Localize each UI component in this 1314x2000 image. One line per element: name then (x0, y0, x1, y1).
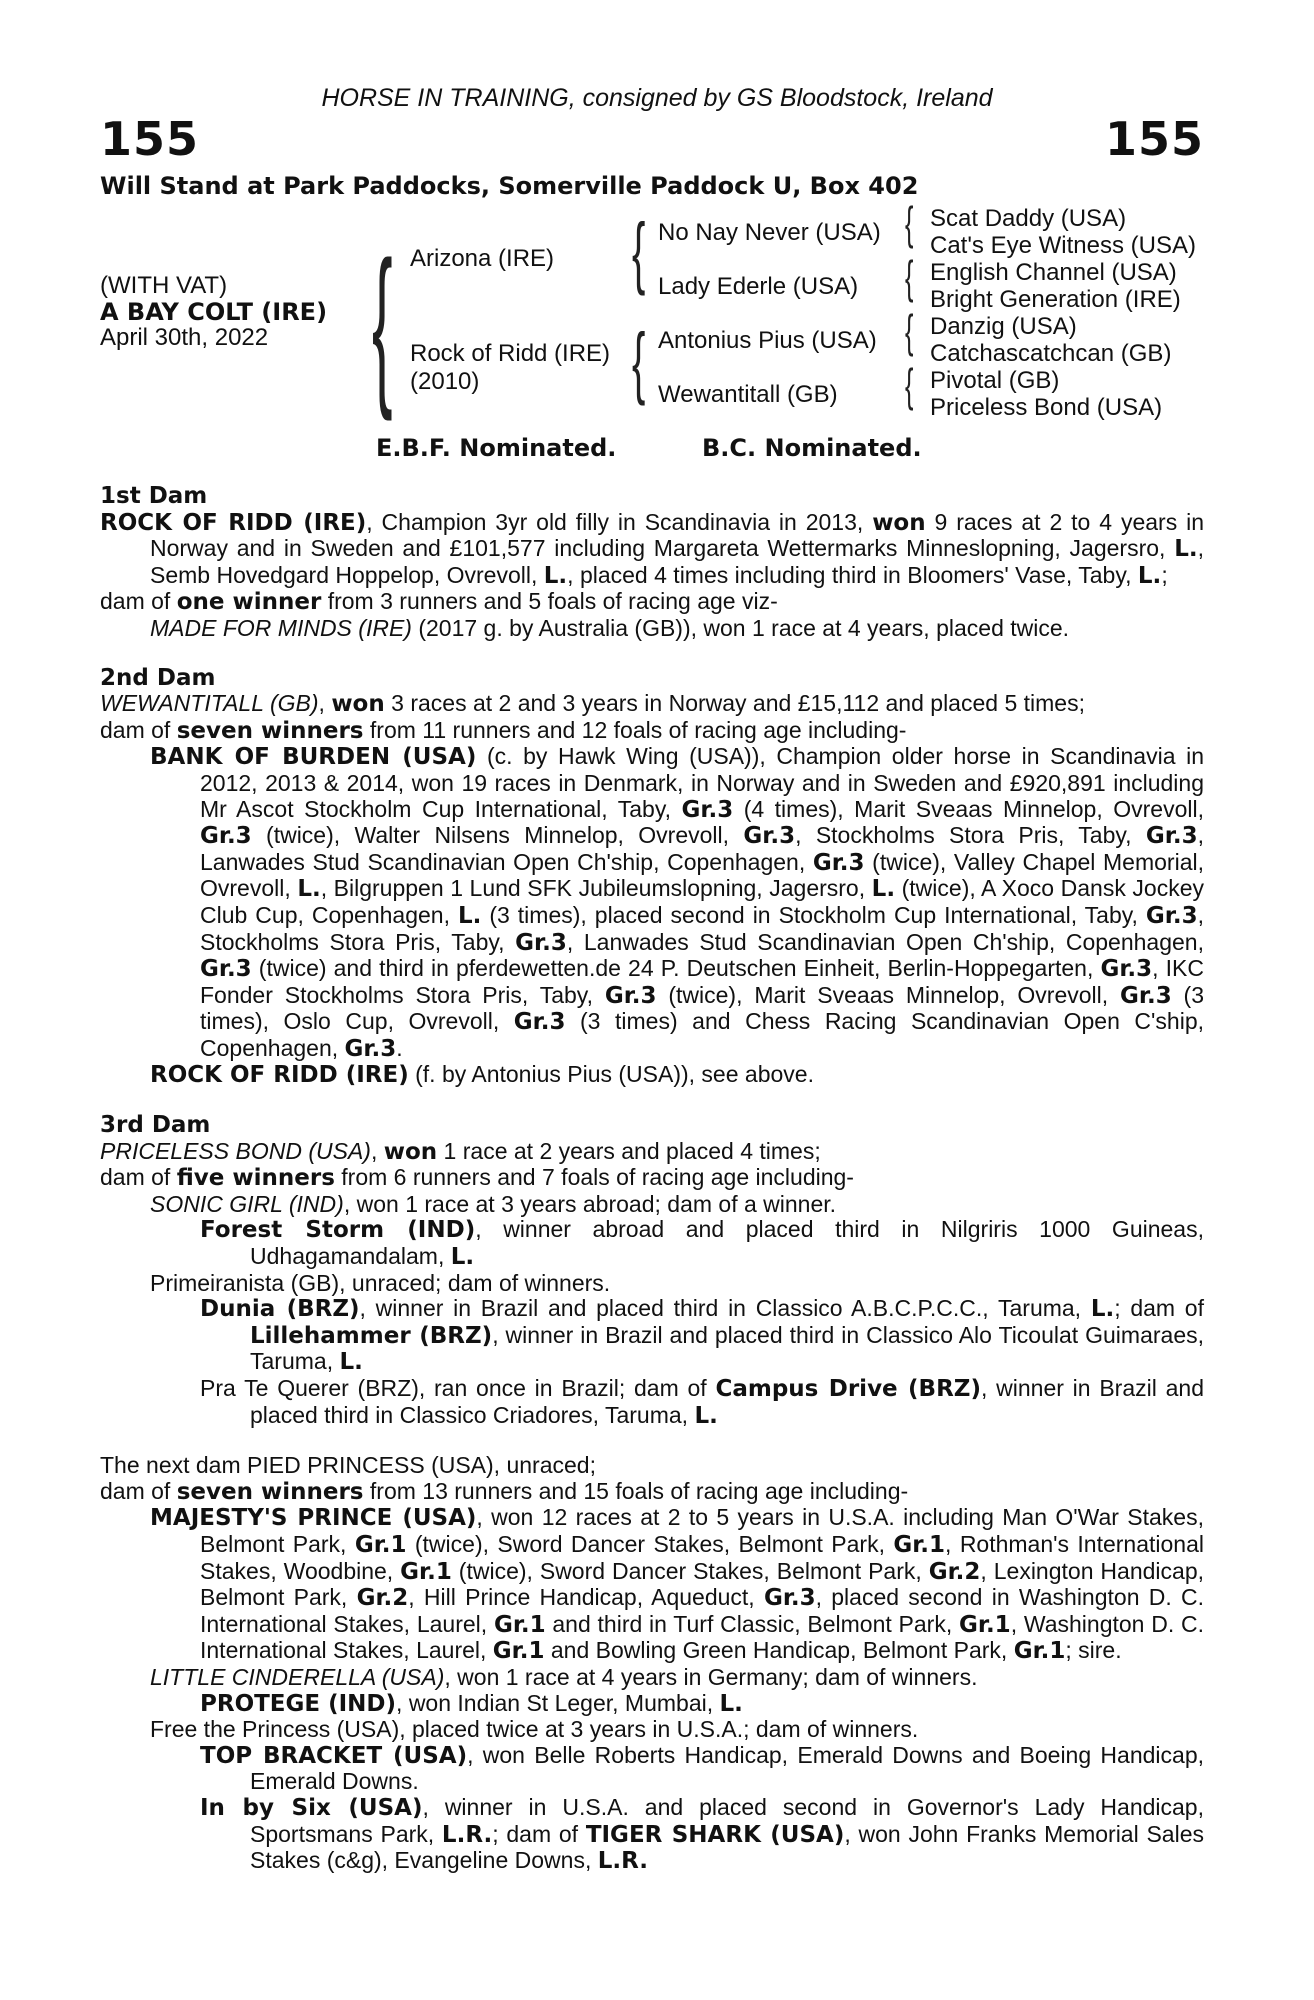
pedigree-ggp-2: Cat's Eye Witness (USA) (930, 232, 1196, 259)
first-dam-produce: dam of one winner from 3 runners and 5 foals of racing age viz- (100, 588, 778, 616)
bc-nomination: B.C. Nominated. (702, 434, 922, 462)
first-dam-heading: 1st Dam (100, 483, 208, 509)
next-dam-foal-3: Free the Princess (USA), placed twice at 3 years in U.S.A.; dam of winners. (150, 1716, 919, 1743)
pedigree-dam-sire: Antonius Pius (USA) (658, 327, 877, 354)
first-dam-entry: ROCK OF RIDD (IRE), Champion 3yr old filly in Scandinavia in 2013, won 9 races at 2 to 4 years in Norway and in Sweden and £101,577 including Margareta Wettermarks Minneslopning, Jagersro, L., Semb Hovedgard Hoppelop, Ovrevoll, L., placed 4 times including third in Bloomers' Vase, Taby, L.; (100, 508, 1204, 589)
first-dam-foal: MADE FOR MINDS (IRE) (2017 g. by Australia (GB)), won 1 race at 4 years, placed twice. (150, 614, 1070, 641)
pedigree-dam-year: (2010) (410, 368, 480, 395)
pedigree-sire-sire: No Nay Never (USA) (658, 219, 881, 246)
pedigree-ggp-7: Pivotal (GB) (930, 367, 1060, 394)
pedigree-dam-dam: Wewantitall (GB) (658, 381, 838, 408)
next-dam-grandson-2: TOP BRACKET (USA), won Belle Roberts Handicap, Emerald Downs and Boeing Handicap, Emerald Downs. (200, 1741, 1204, 1795)
pedigree-sire: Arizona (IRE) (410, 245, 555, 272)
second-dam-heading: 2nd Dam (100, 664, 216, 691)
pedigree-brace-main: { (372, 226, 393, 422)
third-dam-granddaughter-3: Pra Te Querer (BRZ), ran once in Brazil; dam of Campus Drive (BRZ), winner in Brazil and placed third in Classico Criadores, Taruma, L. (200, 1375, 1204, 1429)
pedigree-ggp-8: Priceless Bond (USA) (930, 394, 1163, 421)
lot-number-left: 155 (100, 112, 200, 166)
next-dam-produce: dam of seven winners from 13 runners and 15 foals of racing age including- (100, 1477, 909, 1505)
next-dam-grandson-1: PROTEGE (IND), won Indian St Leger, Mumbai, L. (200, 1689, 743, 1717)
third-dam-granddaughter-1: Forest Storm (IND), winner abroad and placed third in Nilgriris 1000 Guineas, Udhagamandalam, L. (200, 1216, 1204, 1271)
lot-number-right: 155 (1104, 112, 1204, 166)
third-dam-heading: 3rd Dam (100, 1112, 211, 1139)
next-dam-foal-1: MAJESTY'S PRINCE (USA), won 12 races at 2 to 5 years in U.S.A. including Man O'War Stakes, Belmont Park, Gr.1 (twice), Sword Dancer Stakes, Belmont Park, Gr.1, Rothman's International Stakes, Woodbine, Gr.1 (twice), Sword Dancer Stakes, Belmont Park, Gr.2, Lexington Handicap, Belmont Park, Gr.2, Hill Prince Handicap, Aqueduct, Gr.3, placed second in Washington D. C. International Stakes, Laurel, Gr.1 and third in Turf Classic, Belmont Park, Gr.1, Washington D. C. International Stakes, Laurel, Gr.1 and Bowling Green Handicap, Belmont Park, Gr.1; sire. (150, 1504, 1204, 1665)
pedigree-brace-dam: { (632, 317, 646, 406)
vat-note: (WITH VAT) (100, 272, 228, 299)
pedigree-ggp-4: Bright Generation (IRE) (930, 286, 1181, 313)
second-dam-foal-2: ROCK OF RIDD (IRE) (f. by Antonius Pius (USA)), see above. (150, 1061, 814, 1089)
third-dam-foal-2: Primeiranista (GB), unraced; dam of winners. (150, 1269, 611, 1296)
pedigree-brace-sire: { (632, 207, 646, 296)
pedigree-dam: Rock of Ridd (IRE) (410, 340, 611, 367)
ebf-nomination: E.B.F. Nominated. (376, 434, 617, 462)
pedigree-ggp-3: English Channel (USA) (930, 259, 1177, 286)
pedigree-ggp-5: Danzig (USA) (930, 313, 1077, 340)
next-dam-entry: The next dam PIED PRINCESS (USA), unraced; (100, 1452, 596, 1479)
pedigree-ggp-1: Scat Daddy (USA) (930, 205, 1127, 232)
next-dam-foal-2: LITTLE CINDERELLA (USA), won 1 race at 4 years in Germany; dam of winners. (150, 1663, 978, 1690)
foaling-date: April 30th, 2022 (100, 324, 269, 351)
third-dam-foal-1: SONIC GIRL (IND), won 1 race at 3 years abroad; dam of a winner. (150, 1190, 837, 1217)
consignment-header: HORSE IN TRAINING, consigned by GS Bloodstock, Ireland (321, 84, 993, 112)
second-dam-foal-1: BANK OF BURDEN (USA) (c. by Hawk Wing (USA)), Champion older horse in Scandinavia in 2012, 2013 & 2014, won 19 races in Denmark, in Norway and in Sweden and £920,891 including Mr Ascot Stockholm Cup International, Taby, Gr.3 (4 times), Marit Sveaas Minnelop, Ovrevoll, Gr.3 (twice), Walter Nilsens Minnelop, Ovrevoll, Gr.3, Stockholms Stora Pris, Taby, Gr.3, Lanwades Stud Scandinavian Open Ch'ship, Copenhagen, Gr.3 (twice), Valley Chapel Memorial, Ovrevoll, L., Bilgruppen 1 Lund SFK Jubileumslopning, Jagersro, L. (twice), A Xoco Dansk Jockey Club Cup, Copenhagen, L. (3 times), placed second in Stockholm Cup International, Taby, Gr.3, Stockholms Stora Pris, Taby, Gr.3, Lanwades Stud Scandinavian Open Ch'ship, Copenhagen, Gr.3 (twice) and third in pferdewetten.de 24 P. Deutschen Einheit, Berlin-Hoppegarten, Gr.3, IKC Fonder Stockholms Stora Pris, Taby, Gr.3 (twice), Marit Sveaas Minnelop, Ovrevoll, Gr.3 (3 times), Oslo Cup, Ovrevoll, Gr.3 (3 times) and Chess Racing Scandinavian Open C'ship, Copenhagen, Gr.3. (150, 743, 1205, 1062)
second-dam-entry: WEWANTITALL (GB), won 3 races at 2 and 3 years in Norway and £15,112 and placed 5 times; (100, 690, 1085, 718)
next-dam-granddaughter-3: In by Six (USA), winner in U.S.A. and placed second in Governor's Lady Handicap, Sportsmans Park, L.R.; dam of TIGER SHARK (USA), won John Franks Memorial Sales Stakes (c&g), Evangeline Downs, L.R. (200, 1793, 1205, 1875)
pedigree-ggp-6: Catchascatchcan (GB) (930, 340, 1172, 367)
stand-location: Will Stand at Park Paddocks, Somerville Paddock U, Box 402 (100, 172, 919, 200)
horse-name: A BAY COLT (IRE) (100, 298, 328, 326)
pedigree-brace-2: { (905, 251, 914, 303)
third-dam-granddaughter-2: Dunia (BRZ), winner in Brazil and placed third in Classico A.B.C.P.C.C., Taruma, L.; dam of Lillehammer (BRZ), winner in Brazil and placed third in Classico Alo Ticoulat Guimaraes, Taruma, L. (200, 1295, 1204, 1376)
pedigree-brace-1: { (905, 197, 914, 249)
pedigree-brace-3: { (905, 305, 914, 357)
pedigree-sire-dam: Lady Ederle (USA) (658, 273, 859, 300)
third-dam-produce: dam of five winners from 6 runners and 7 foals of racing age including- (100, 1164, 854, 1192)
third-dam-entry: PRICELESS BOND (USA), won 1 race at 2 years and placed 4 times; (100, 1137, 821, 1165)
second-dam-produce: dam of seven winners from 11 runners and 12 foals of racing age including- (100, 716, 907, 744)
catalogue-body (100, 484, 1204, 1875)
pedigree-brace-4: { (905, 359, 914, 411)
